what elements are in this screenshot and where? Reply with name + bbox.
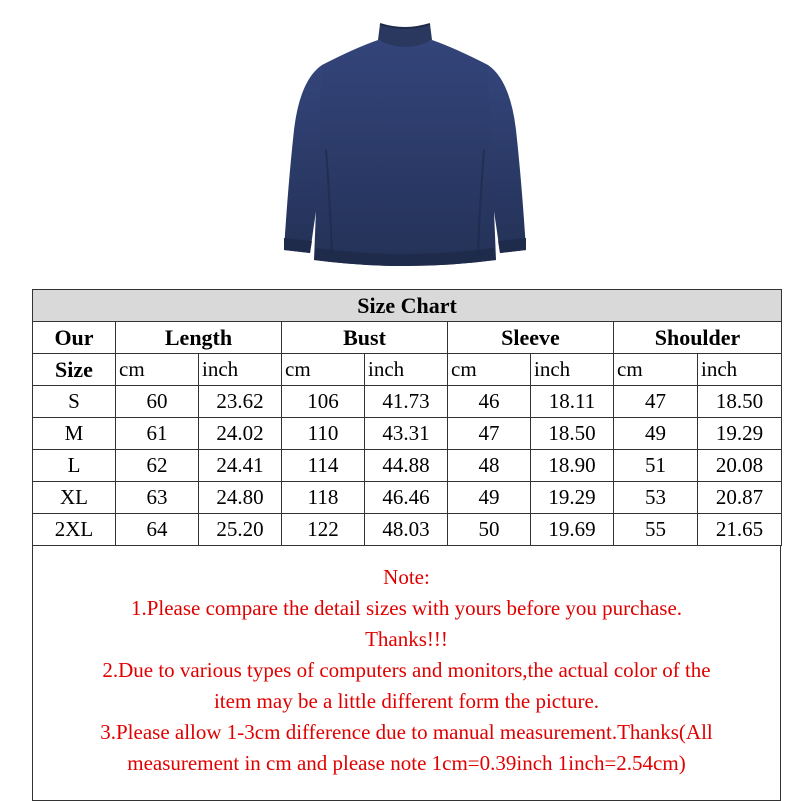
value-cell: 18.90 bbox=[531, 450, 614, 482]
note-line: 1.Please compare the detail sizes with yours before you purchase. bbox=[130, 596, 683, 620]
value-cell: 24.41 bbox=[199, 450, 282, 482]
sleeve-header: Sleeve bbox=[448, 322, 614, 354]
value-cell: 19.29 bbox=[531, 482, 614, 514]
size-cell: M bbox=[33, 418, 116, 450]
value-cell: 18.50 bbox=[698, 386, 782, 418]
table-row bbox=[33, 450, 782, 482]
value-cell: 114 bbox=[282, 450, 365, 482]
notes-box bbox=[32, 546, 781, 801]
value-cell: 110 bbox=[282, 418, 365, 450]
length-header: Length bbox=[116, 322, 282, 354]
unit-cell: inch bbox=[199, 354, 282, 386]
size-chart-table bbox=[32, 289, 782, 546]
value-cell: 18.11 bbox=[531, 386, 614, 418]
unit-cell: inch bbox=[531, 354, 614, 386]
size-cell: S bbox=[33, 386, 116, 418]
value-cell: 48 bbox=[448, 450, 531, 482]
unit-cell: inch bbox=[698, 354, 782, 386]
chart-title: Size Chart bbox=[33, 290, 782, 322]
note-line: 2.Due to various types of computers and monitors,the actual color of the bbox=[102, 658, 711, 682]
value-cell: 61 bbox=[116, 418, 199, 450]
value-cell: 24.80 bbox=[199, 482, 282, 514]
value-cell: 122 bbox=[282, 514, 365, 546]
value-cell: 24.02 bbox=[199, 418, 282, 450]
table-row bbox=[33, 386, 782, 418]
sweater-image bbox=[260, 10, 550, 280]
value-cell: 23.62 bbox=[199, 386, 282, 418]
value-cell: 43.31 bbox=[365, 418, 448, 450]
note-line: 3.Please allow 1-3cm difference due to manual measurement.Thanks(All bbox=[100, 720, 713, 744]
value-cell: 60 bbox=[116, 386, 199, 418]
value-cell: 47 bbox=[614, 386, 698, 418]
value-cell: 49 bbox=[614, 418, 698, 450]
note-heading: Note: bbox=[383, 565, 430, 589]
value-cell: 47 bbox=[448, 418, 531, 450]
value-cell: 50 bbox=[448, 514, 531, 546]
value-cell: 53 bbox=[614, 482, 698, 514]
unit-cell: cm bbox=[448, 354, 531, 386]
value-cell: 118 bbox=[282, 482, 365, 514]
shoulder-header: Shoulder bbox=[614, 322, 782, 354]
value-cell: 44.88 bbox=[365, 450, 448, 482]
size-cell: XL bbox=[33, 482, 116, 514]
value-cell: 21.65 bbox=[698, 514, 782, 546]
value-cell: 106 bbox=[282, 386, 365, 418]
value-cell: 64 bbox=[116, 514, 199, 546]
value-cell: 63 bbox=[116, 482, 199, 514]
unit-cell: cm bbox=[282, 354, 365, 386]
value-cell: 25.20 bbox=[199, 514, 282, 546]
value-cell: 62 bbox=[116, 450, 199, 482]
unit-cell: cm bbox=[614, 354, 698, 386]
value-cell: 51 bbox=[614, 450, 698, 482]
bust-header: Bust bbox=[282, 322, 448, 354]
value-cell: 46 bbox=[448, 386, 531, 418]
size-label-top: Our bbox=[33, 322, 116, 354]
note-line: item may be a little different form the picture. bbox=[213, 689, 600, 713]
value-cell: 48.03 bbox=[365, 514, 448, 546]
value-cell: 18.50 bbox=[531, 418, 614, 450]
value-cell: 41.73 bbox=[365, 386, 448, 418]
value-cell: 19.29 bbox=[698, 418, 782, 450]
note-line: Thanks!!! bbox=[365, 627, 448, 651]
value-cell: 46.46 bbox=[365, 482, 448, 514]
value-cell: 55 bbox=[614, 514, 698, 546]
size-cell: 2XL bbox=[33, 514, 116, 546]
value-cell: 20.08 bbox=[698, 450, 782, 482]
table-row bbox=[33, 482, 782, 514]
value-cell: 20.87 bbox=[698, 482, 782, 514]
unit-cell: inch bbox=[365, 354, 448, 386]
note-line: measurement in cm and please note 1cm=0.39inch 1inch=2.54cm) bbox=[127, 751, 686, 775]
value-cell: 19.69 bbox=[531, 514, 614, 546]
size-cell: L bbox=[33, 450, 116, 482]
unit-cell: cm bbox=[116, 354, 199, 386]
table-row bbox=[33, 514, 782, 546]
table-row bbox=[33, 418, 782, 450]
size-label-bottom: Size bbox=[33, 354, 116, 386]
value-cell: 49 bbox=[448, 482, 531, 514]
